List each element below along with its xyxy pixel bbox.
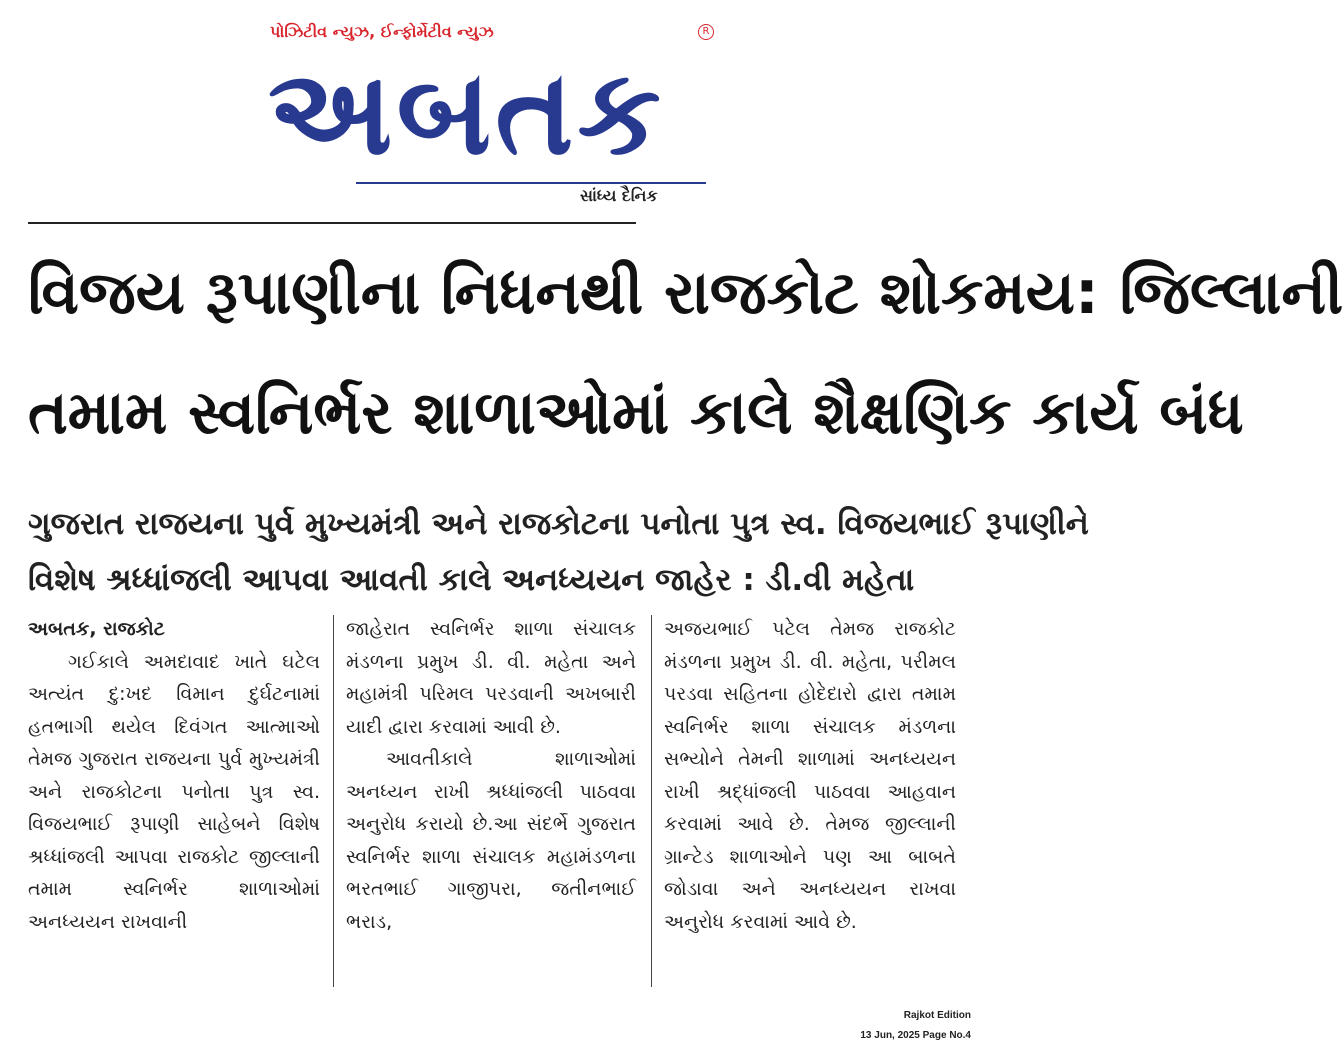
headline-line-2: તમામ સ્વનિર્ભર શાળાઓમાં કાલે શૈક્ષણિક કાર્ય બંધ — [28, 378, 1244, 448]
date-page-label: 13 Jun, 2025 Page No.4 — [860, 1030, 971, 1041]
masthead-subtitle: સાંધ્ય દૈનિક — [580, 186, 658, 205]
subheadline-line-2: વિશેષ શ્રધ્ધાંજલી આપવા આવતી કાલે અનધ્યયન જાહેર : ડી.વી મહેતા — [28, 562, 915, 598]
masthead-tagline: પોઝિટીવ ન્યુઝ, ઈન્ફોર્મેટીવ ન્યુઝ — [270, 22, 494, 41]
article-column-2-paragraph-2: આવતીકાલે શાળાઓમાં અનધ્યન રાખી શ્રધ્ધાંજલી પાઠવવા અનુરોધ કરાયો છે.આ સંદર્ભે ગુજરાત સ્વનિર્ભર શાળા સંચાલક મહામંડળના ભરતભાઈ ગાજીપરા, જતીનભાઈ ભરાડ, — [346, 748, 636, 933]
column-divider — [333, 615, 334, 987]
registered-trademark-icon: R — [698, 24, 714, 40]
masthead — [268, 18, 718, 208]
subheadline-line-1: ગુજરાત રાજયના પુર્વ મુખ્યમંત્રી અને રાજકોટના પનોતા પુત્ર સ્વ. વિજયભાઈ રૂપાણીને — [28, 506, 1089, 542]
article-column-1 — [28, 613, 320, 938]
article-dateline: અબતક, રાજકોટ — [28, 618, 165, 640]
article-column-2 — [346, 613, 636, 938]
article-column-3-text: અજયભાઈ પટેલ તેમજ રાજકોટ મંડળના પ્રમુખ ડી. વી. મહેતા, પરીમલ પરડવા સહિતના હોદેદારો દ્વારા તમામ સ્વનિર્ભર શાળા સંચાલક મંડળના સભ્યોને તેમની શાળામાં અનધ્યયન રાખી શ્રદ્ધાંજલી પાઠવવા આહવાન કરવામાં આવે છે. તેમજ જીલ્લાની ગ્રાન્ટેડ શાળાઓને પણ આ બાબતે જોડાવા અને અનધ્યયન રાખવા અનુરોધ કરવામાં આવે છે. — [664, 618, 956, 933]
edition-label: Rajkot Edition — [903, 1010, 971, 1021]
headline-divider — [28, 222, 636, 224]
article-column-3 — [664, 613, 956, 938]
article-column-1-text: ગઈકાલે અમદાવાદ ખાતે ઘટેલ અત્યંત દુ:ખદ વિમાન દુર્ઘટનામાં હતભાગી થયેલ દિવંગત આત્માઓ તેમજ ગુજરાત રાજયના પુર્વ મુખ્યમંત્રી અને રાજકોટના પનોતા પુત્ર સ્વ. વિજયભાઈ રૂપાણી સાહેબને વિશેષ શ્રધ્ધાંજલી આપવા રાજકોટ જીલ્લાની તમામ સ્વનિર્ભર શાળાઓમાં અનધ્યયન રાખવાની — [28, 650, 320, 933]
article-column-2-paragraph-1: જાહેરાત સ્વનિર્ભર શાળા સંચાલક મંડળના પ્રમુખ ડી. વી. મહેતા અને મહામંત્રી પરિમલ પરડવાની અખબારી યાદી દ્વારા કરવામાં આવી છે. — [346, 618, 636, 738]
logo-underline — [356, 182, 706, 184]
newspaper-logo: અબતક — [268, 43, 665, 181]
column-divider — [651, 615, 652, 987]
headline-line-1: વિજય રૂપાણીના નિધનથી રાજકોટ શોકમય: જિલ્લાની — [28, 258, 1343, 328]
